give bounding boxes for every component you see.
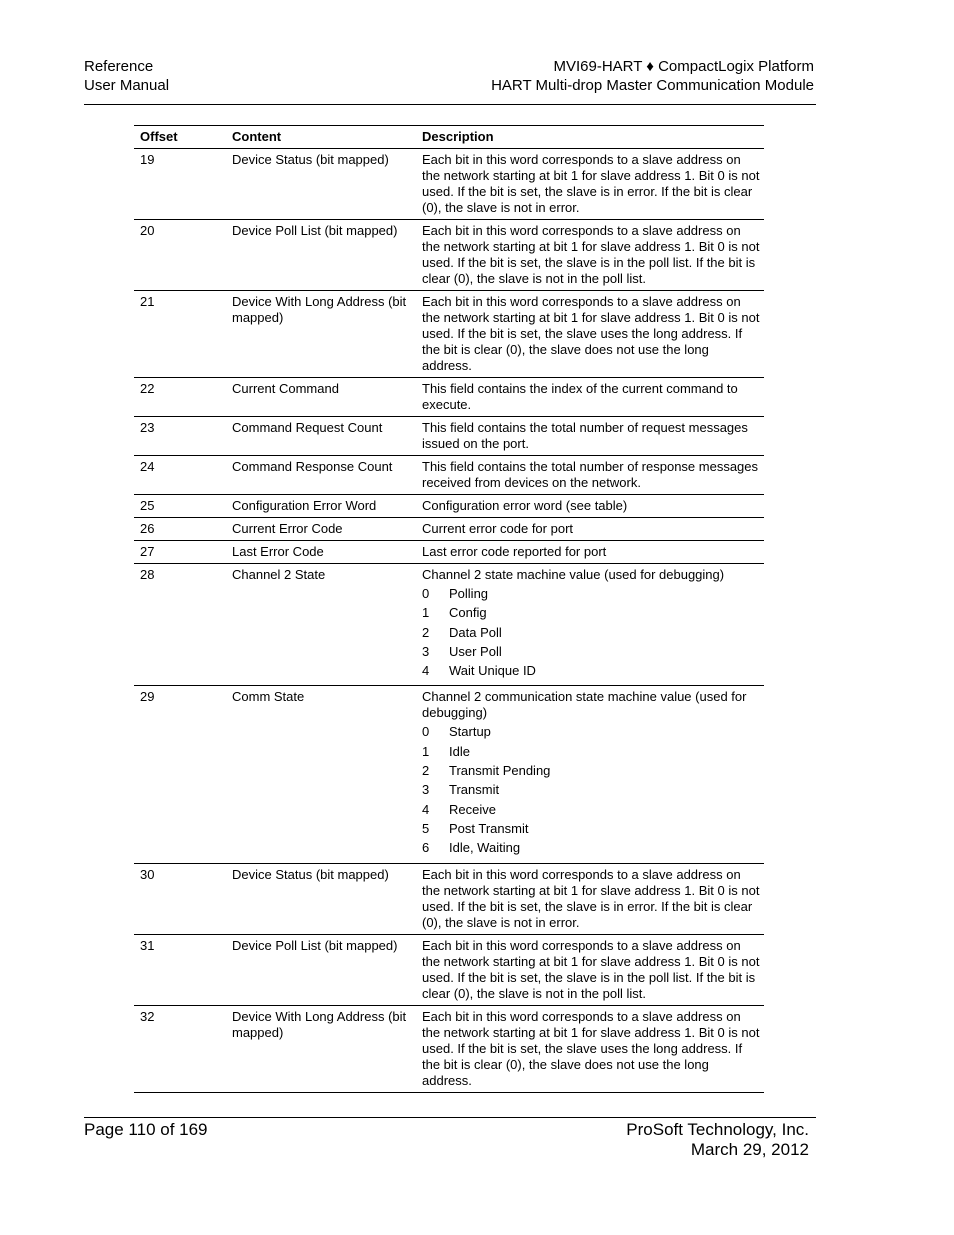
status-offset-table	[134, 125, 764, 1093]
state-value-list	[422, 724, 760, 859]
footer-date: March 29, 2012	[690, 1140, 809, 1159]
table-row	[134, 564, 764, 686]
cell-content: Configuration Error Word	[226, 495, 416, 518]
cell-content: Device Status (bit mapped)	[226, 863, 416, 934]
cell-offset: 26	[134, 518, 226, 541]
state-value-item	[422, 663, 760, 682]
cell-description	[416, 378, 764, 417]
cell-description	[416, 686, 764, 863]
cell-offset: 19	[134, 149, 226, 220]
cell-description	[416, 149, 764, 220]
description-text: Each bit in this word corresponds to a slave address on the network starting at bit 1 for slave address 1. Bit 0 is not used. If the bit is set, the slave is in error. If the bit is clear (0), the slave is not in error.	[422, 152, 760, 215]
column-header-content: Content	[226, 126, 416, 149]
description-text: This field contains the total number of request messages issued on the port.	[422, 420, 748, 451]
cell-description	[416, 220, 764, 291]
cell-description	[416, 495, 764, 518]
description-text: Each bit in this word corresponds to a slave address on the network starting at bit 1 for slave address 1. Bit 0 is not used. If the bit is set, the slave uses the long address. If the bit is clear (0), the slave does not use the long address.	[422, 1008, 760, 1088]
header-section: Reference	[84, 58, 154, 75]
table-body	[134, 149, 764, 1093]
cell-content: Current Error Code	[226, 518, 416, 541]
running-header-right	[491, 57, 814, 95]
state-value-item	[422, 605, 760, 624]
cell-description	[416, 456, 764, 495]
description-text: This field contains the total number of response messages received from devices on the network.	[422, 459, 759, 490]
state-value-label: Transmit Pending	[449, 763, 551, 779]
state-value-number: 4	[422, 801, 430, 817]
cell-offset: 27	[134, 541, 226, 564]
state-value-item	[422, 802, 760, 821]
state-value-number: 3	[422, 782, 430, 798]
cell-content: Last Error Code	[226, 541, 416, 564]
description-text: Current error code for port	[422, 521, 574, 536]
cell-description	[416, 863, 764, 934]
state-value-number: 3	[422, 643, 430, 659]
state-value-label: Config	[449, 605, 487, 621]
cell-offset: 29	[134, 686, 226, 863]
state-value-number: 2	[422, 763, 430, 779]
cell-description	[416, 934, 764, 1005]
cell-content: Device Poll List (bit mapped)	[226, 220, 416, 291]
table-row	[134, 291, 764, 378]
description-text: Each bit in this word corresponds to a slave address on the network starting at bit 1 for slave address 1. Bit 0 is not used. If the bit is set, the slave is in error. If the bit is clear (0), the slave is not in error.	[422, 866, 760, 930]
cell-content: Comm State	[226, 686, 416, 863]
header-product: MVI69-HART ♦ CompactLogix Platform	[553, 58, 814, 75]
cell-offset: 20	[134, 220, 226, 291]
state-value-list	[422, 586, 760, 682]
state-value-label: Idle	[449, 743, 470, 759]
cell-offset: 30	[134, 863, 226, 934]
table-row	[134, 686, 764, 863]
state-value-label: Idle, Waiting	[449, 840, 521, 856]
state-value-number: 1	[422, 743, 430, 759]
table-row	[134, 456, 764, 495]
state-value-item	[422, 644, 760, 663]
state-value-item	[422, 625, 760, 644]
state-value-number: 5	[422, 820, 430, 836]
table-row	[134, 149, 764, 220]
state-value-item	[422, 840, 760, 859]
description-text: Channel 2 communication state machine value (used for debugging)	[422, 689, 747, 721]
state-value-item	[422, 782, 760, 801]
cell-description	[416, 417, 764, 456]
state-value-number: 0	[422, 586, 430, 601]
cell-content: Device With Long Address (bit mapped)	[226, 1005, 416, 1092]
table-row	[134, 863, 764, 934]
description-text: This field contains the index of the current command to execute.	[422, 381, 738, 412]
footer-company: ProSoft Technology, Inc.	[626, 1120, 809, 1139]
table-row	[134, 220, 764, 291]
cell-content: Command Response Count	[226, 456, 416, 495]
description-text: Last error code reported for port	[422, 544, 607, 559]
table-row	[134, 417, 764, 456]
table-row	[134, 541, 764, 564]
header-doc-type: User Manual	[84, 77, 170, 94]
cell-description	[416, 541, 764, 564]
state-value-number: 1	[422, 605, 430, 621]
state-value-label: Transmit	[449, 782, 500, 798]
state-value-item	[422, 763, 760, 782]
state-value-label: Data Poll	[449, 624, 502, 640]
state-value-label: Startup	[449, 724, 491, 740]
running-header-left	[84, 57, 169, 95]
cell-content: Device With Long Address (bit mapped)	[226, 291, 416, 378]
state-value-item	[422, 586, 760, 605]
running-footer-right	[626, 1120, 809, 1160]
description-text: Each bit in this word corresponds to a slave address on the network starting at bit 1 for slave address 1. Bit 0 is not used. If the bit is set, the slave is in the poll list. If the bit is clear (0), the slave is not in the poll list.	[422, 937, 760, 1001]
column-header-description: Description	[416, 126, 764, 149]
state-value-item	[422, 821, 760, 840]
state-value-number: 4	[422, 663, 430, 679]
table-row	[134, 934, 764, 1005]
cell-offset: 32	[134, 1005, 226, 1092]
description-text: Each bit in this word corresponds to a slave address on the network starting at bit 1 for slave address 1. Bit 0 is not used. If the bit is set, the slave is in the poll list. If the bit is clear (0), the slave is not in the poll list.	[422, 223, 760, 286]
cell-offset: 23	[134, 417, 226, 456]
description-text: Each bit in this word corresponds to a slave address on the network starting at bit 1 for slave address 1. Bit 0 is not used. If the bit is set, the slave uses the long address. If the bit is clear (0), the slave does not use the long address.	[422, 294, 760, 373]
cell-offset: 28	[134, 564, 226, 686]
description-text: Configuration error word (see table)	[422, 498, 628, 513]
table-row	[134, 1005, 764, 1092]
table-row	[134, 495, 764, 518]
cell-offset: 21	[134, 291, 226, 378]
state-value-number: 2	[422, 624, 430, 640]
state-value-label: User Poll	[449, 643, 502, 659]
cell-description	[416, 564, 764, 686]
column-header-offset: Offset	[134, 126, 226, 149]
state-value-label: Post Transmit	[449, 820, 529, 836]
footer-rule	[84, 1117, 816, 1118]
state-value-label: Receive	[449, 801, 496, 817]
state-value-number: 0	[422, 724, 430, 740]
table-row	[134, 518, 764, 541]
cell-offset: 25	[134, 495, 226, 518]
state-value-item	[422, 724, 760, 743]
cell-offset: 22	[134, 378, 226, 417]
cell-description	[416, 1005, 764, 1092]
cell-offset: 24	[134, 456, 226, 495]
state-value-label: Wait Unique ID	[449, 663, 536, 679]
cell-content: Device Status (bit mapped)	[226, 149, 416, 220]
cell-offset: 31	[134, 934, 226, 1005]
header-module: HART Multi-drop Master Communication Module	[491, 77, 814, 94]
page-number: Page 110 of 169	[84, 1120, 208, 1139]
description-text: Channel 2 state machine value (used for debugging)	[422, 567, 725, 582]
table-header-row	[134, 126, 764, 149]
cell-description	[416, 291, 764, 378]
cell-content: Current Command	[226, 378, 416, 417]
table-row	[134, 378, 764, 417]
cell-content: Device Poll List (bit mapped)	[226, 934, 416, 1005]
state-value-number: 6	[422, 840, 430, 856]
cell-description	[416, 518, 764, 541]
cell-content: Channel 2 State	[226, 564, 416, 686]
state-value-item	[422, 744, 760, 763]
header-rule	[84, 104, 816, 105]
state-value-label: Polling	[449, 586, 489, 601]
cell-content: Command Request Count	[226, 417, 416, 456]
